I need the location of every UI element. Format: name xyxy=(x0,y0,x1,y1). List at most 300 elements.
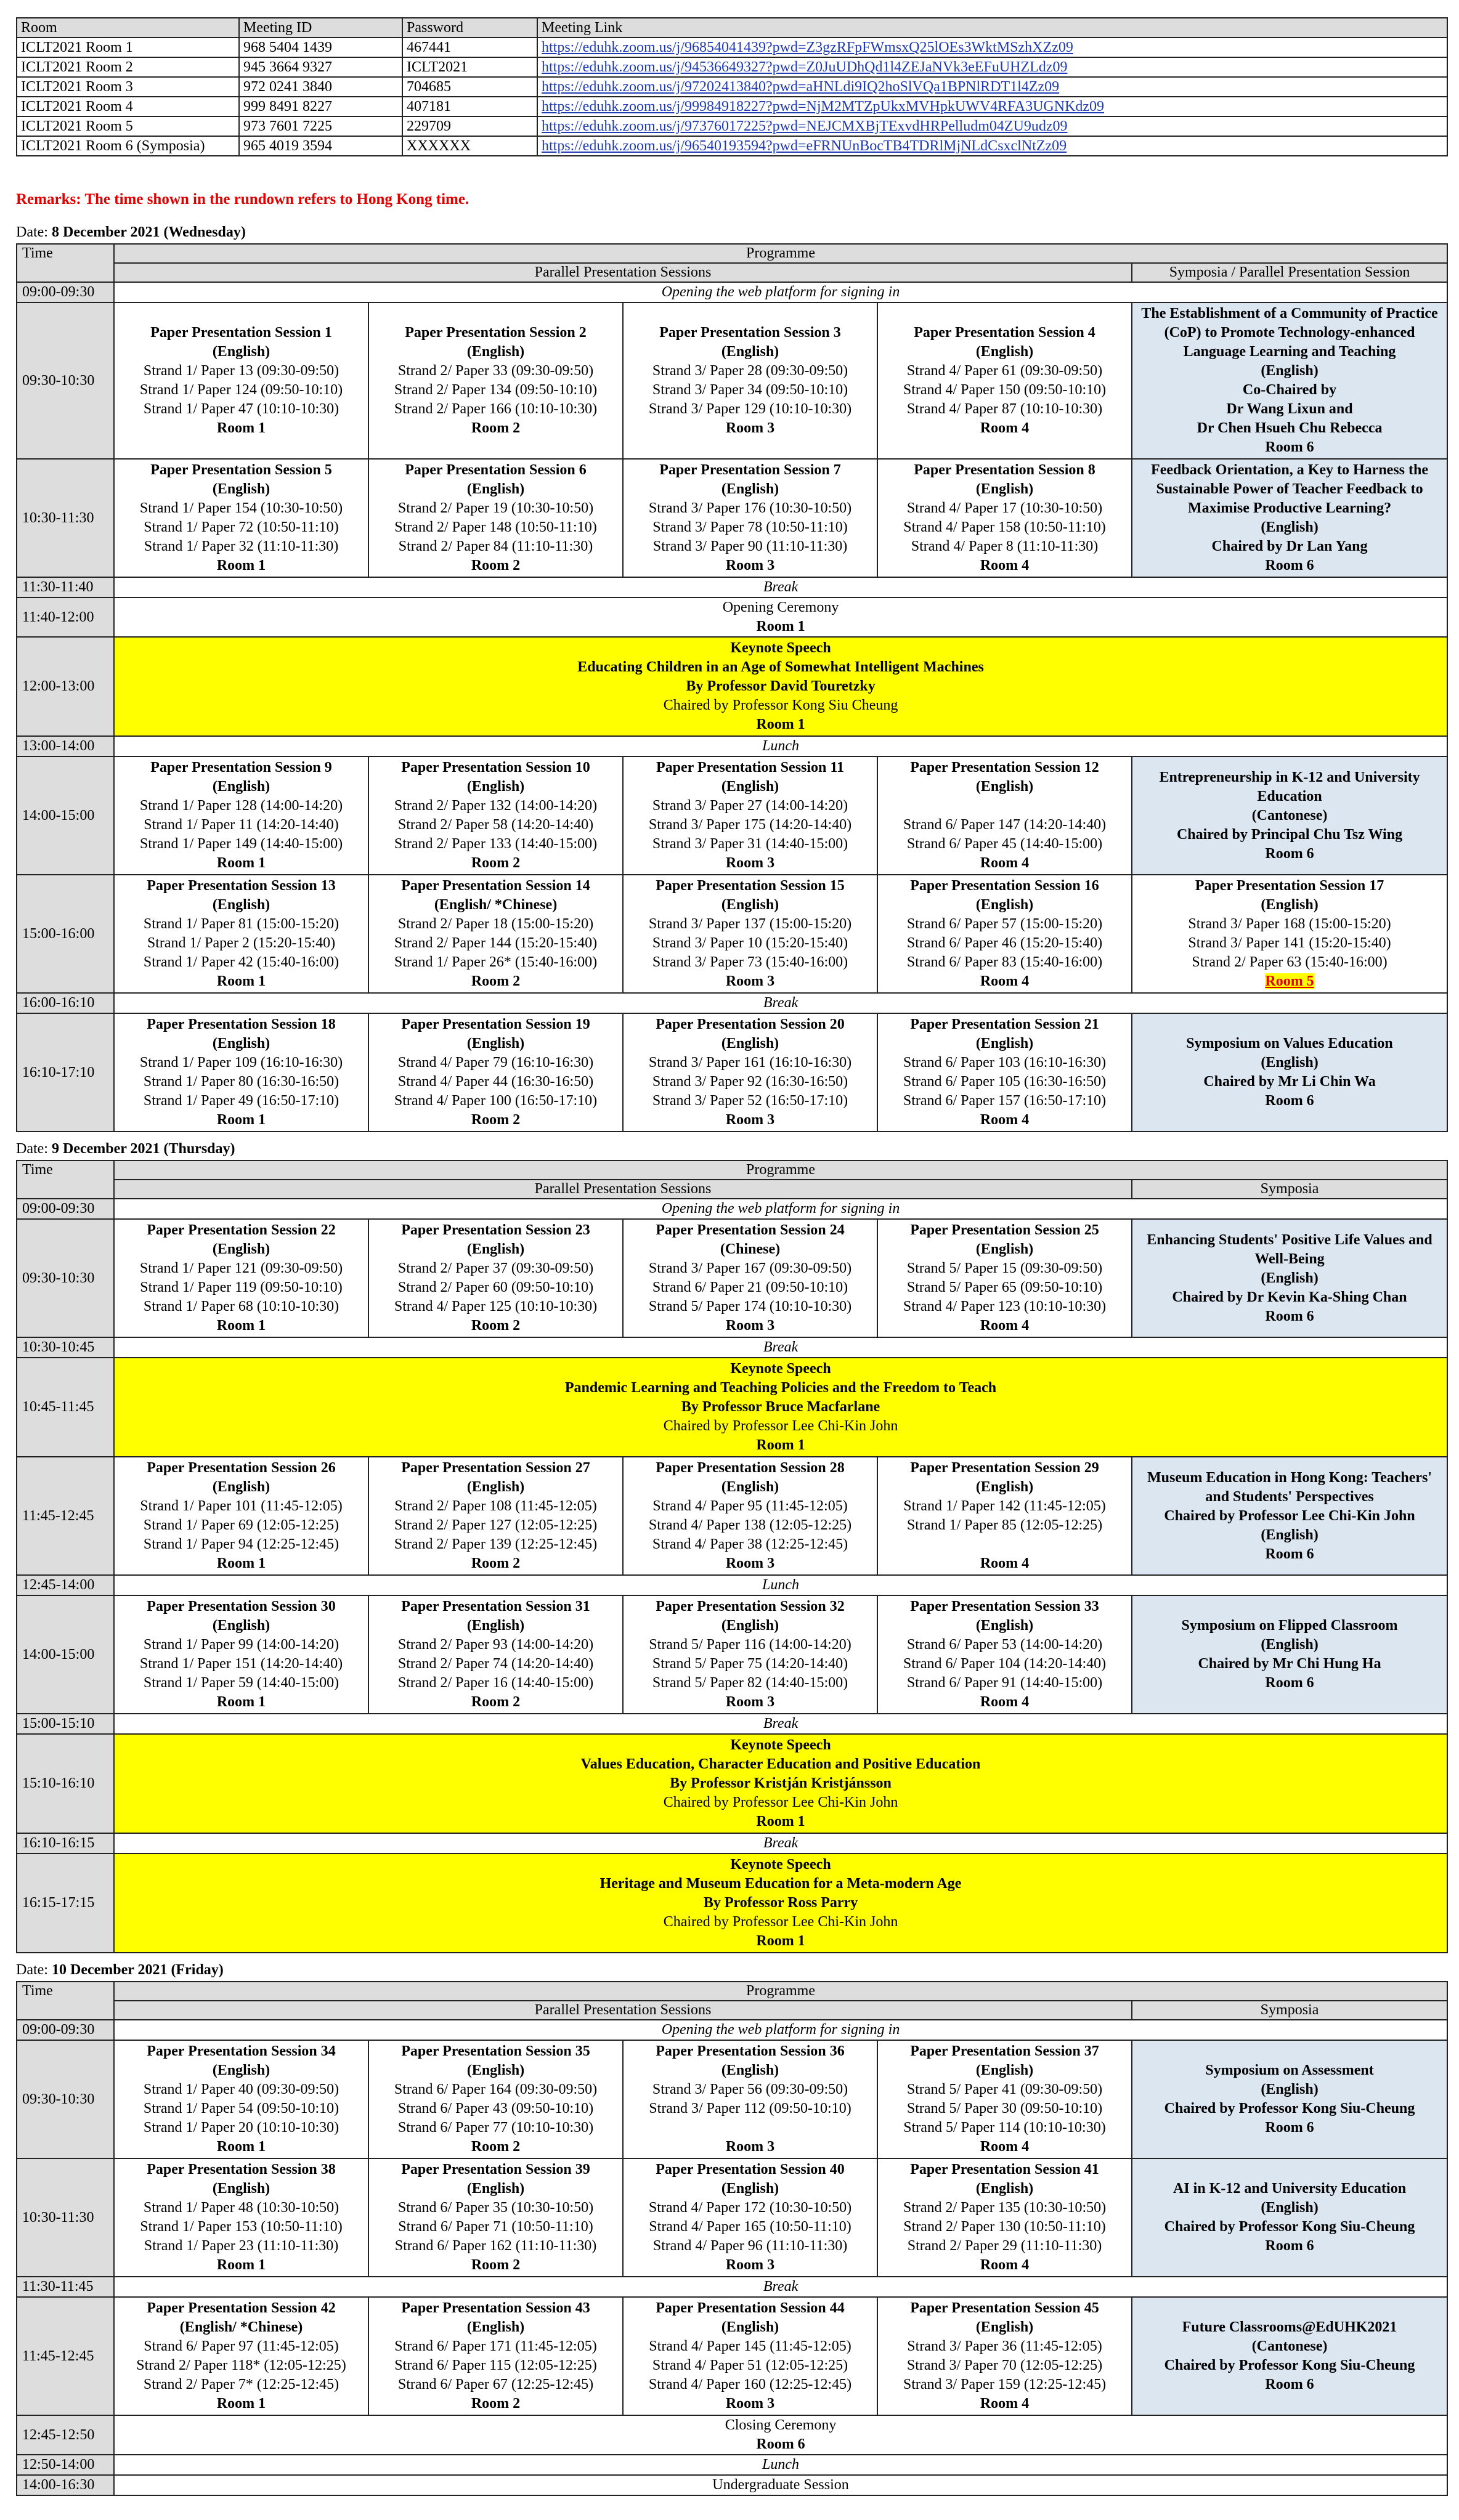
session-room-line xyxy=(626,2256,874,2275)
paper-slot: Strand 3/ Paper 70 (12:05-12:25) xyxy=(906,2357,1103,2373)
schedule-row xyxy=(17,1457,1447,1575)
session-language: (English) xyxy=(466,481,525,497)
symposium-line: Entrepreneurship in K-12 and University Education xyxy=(1159,769,1420,804)
session-language: (English) xyxy=(466,2062,525,2078)
full-width-event xyxy=(114,1833,1447,1854)
session-room-line xyxy=(117,854,365,873)
paper-session-cell xyxy=(114,302,368,459)
paper-slot: Strand 6/ Paper 77 (10:10-10:30) xyxy=(397,2120,594,2136)
time-slot: 16:15-17:15 xyxy=(17,1854,114,1953)
session-room: Room 2 xyxy=(471,1318,521,1334)
paper-session-cell xyxy=(114,459,368,577)
paper-slot: Strand 4/ Paper 100 (16:50-17:10) xyxy=(394,1093,598,1109)
time-slot: 10:30-11:30 xyxy=(17,459,114,577)
session-room: Room 2 xyxy=(471,557,521,573)
schedule-row xyxy=(17,577,1447,598)
session-room: Room 4 xyxy=(980,1694,1030,1710)
paper-slot: Strand 2/ Paper 133 (14:40-15:00) xyxy=(394,836,598,852)
session-title: Paper Presentation Session 38 xyxy=(147,2161,336,2178)
event-title: Closing Ceremony xyxy=(725,2417,837,2433)
session-language: (English/ *Chinese) xyxy=(434,897,558,913)
date-value: 9 December 2021 (Thursday) xyxy=(51,1141,235,1157)
session-language: (English) xyxy=(975,2062,1034,2078)
session-room: Room 3 xyxy=(725,973,775,989)
paper-session-cell xyxy=(623,756,877,875)
paper-slot: Strand 1/ Paper 68 (10:10-10:30) xyxy=(143,1298,339,1315)
paper-slot: Strand 3/ Paper 36 (11:45-12:05) xyxy=(907,2338,1102,2354)
symposium-line: Room 6 xyxy=(1265,845,1314,862)
keynote-room: Room 1 xyxy=(756,1933,805,1949)
meeting-id: 972 0241 3840 xyxy=(239,77,402,97)
paper-slot: Strand 3/ Paper 34 (09:50-10:10) xyxy=(652,382,848,398)
session-room: Room 1 xyxy=(216,1318,266,1334)
schedule-row xyxy=(17,2040,1447,2158)
paper-slot: Strand 5/ Paper 116 (14:00-14:20) xyxy=(649,1637,851,1653)
paper-slot: Strand 6/ Paper 147 (14:20-14:40) xyxy=(903,817,1107,833)
programme-header: Programme xyxy=(114,244,1447,263)
paper-slot: Strand 4/ Paper 44 (16:30-16:50) xyxy=(397,1074,594,1090)
paper-session-cell xyxy=(368,875,623,993)
session-language: (English) xyxy=(212,1035,270,1051)
paper-session-cell xyxy=(877,459,1132,577)
session-room-line xyxy=(880,556,1129,575)
paper-session-cell xyxy=(368,1595,623,1714)
time-slot: 13:00-14:00 xyxy=(17,736,114,756)
session-room-line xyxy=(117,556,365,575)
paper-slot: Strand 4/ Paper 172 (10:30-10:50) xyxy=(648,2200,852,2216)
session-room: Room 3 xyxy=(725,1555,775,1571)
programme-header: Programme xyxy=(114,1982,1447,2001)
paper-slot: Strand 2/ Paper 144 (15:20-15:40) xyxy=(394,935,598,951)
paper-slot: Strand 3/ Paper 175 (14:20-14:40) xyxy=(648,817,852,833)
session-title: Paper Presentation Session 3 xyxy=(659,325,841,341)
paper-slot: Strand 6/ Paper 105 (16:30-16:50) xyxy=(903,1074,1107,1090)
paper-slot: Strand 1/ Paper 13 (09:30-09:50) xyxy=(143,363,339,379)
session-language: (English) xyxy=(212,897,270,913)
paper-session-cell xyxy=(623,302,877,459)
paper-slot: Strand 4/ Paper 95 (11:45-12:05) xyxy=(652,1498,848,1514)
session-room: Room 1 xyxy=(216,1112,266,1128)
paper-slot: Strand 3/ Paper 78 (10:50-11:10) xyxy=(652,519,848,535)
paper-slot: Strand 4/ Paper 145 (11:45-12:05) xyxy=(649,2338,851,2354)
paper-slot: Strand 2/ Paper 130 (10:50-11:10) xyxy=(903,2219,1106,2235)
meeting-id: 965 4019 3594 xyxy=(239,136,402,156)
paper-slot: Strand 4/ Paper 87 (10:10-10:30) xyxy=(906,401,1103,417)
paper-slot: Strand 2/ Paper 84 (11:10-11:30) xyxy=(398,538,593,554)
schedule-row xyxy=(17,2158,1447,2277)
time-slot: 10:30-10:45 xyxy=(17,1337,114,1358)
session-title: Paper Presentation Session 4 xyxy=(914,325,1095,341)
session-room-line xyxy=(880,1111,1129,1130)
paper-slot: Strand 1/ Paper 69 (12:05-12:25) xyxy=(143,1517,339,1533)
session-language: (English/ *Chinese) xyxy=(179,2319,303,2335)
paper-slot: Strand 3/ Paper 141 (15:20-15:40) xyxy=(1188,935,1391,951)
paper-session-cell xyxy=(114,2040,368,2158)
paper-session-cell xyxy=(114,1457,368,1575)
paper-session-cell xyxy=(368,459,623,577)
full-width-event xyxy=(114,993,1447,1013)
parallel-sessions-header: Parallel Presentation Sessions xyxy=(114,263,1132,282)
meeting-link[interactable]: https://eduhk.zoom.us/j/94536649327?pwd=Z0JuUDhQd1l4ZEJaNVk3eEFuUHZLdz09 xyxy=(542,59,1068,75)
event-text: Break xyxy=(763,1835,799,1851)
session-language: (English) xyxy=(466,2181,525,2197)
schedule-row xyxy=(17,1714,1447,1734)
session-language: (English) xyxy=(212,779,270,795)
symposium-line: Chaired by Professor Kong Siu-Cheung xyxy=(1164,2101,1415,2117)
event-text: Break xyxy=(763,1339,799,1355)
schedule-row xyxy=(17,736,1447,756)
session-room-line xyxy=(626,1316,874,1335)
paper-slot: Strand 2/ Paper 63 (15:40-16:00) xyxy=(1192,954,1388,970)
paper-slot: Strand 2/ Paper 18 (15:00-15:20) xyxy=(397,916,594,932)
event-text: Lunch xyxy=(762,1577,800,1593)
session-room-line xyxy=(880,1316,1129,1335)
paper-slot: Strand 1/ Paper 72 (10:50-11:10) xyxy=(144,519,339,535)
time-slot: 14:00-16:30 xyxy=(17,2475,114,2495)
paper-session-cell xyxy=(877,1219,1132,1337)
session-room-line xyxy=(117,1111,365,1130)
session-title: Paper Presentation Session 2 xyxy=(405,325,587,341)
session-room: Room 1 xyxy=(216,420,266,436)
time-slot: 16:10-17:10 xyxy=(17,1013,114,1132)
paper-slot: Strand 3/ Paper 56 (09:30-09:50) xyxy=(652,2081,848,2097)
paper-session-cell xyxy=(877,1457,1132,1575)
symposium-cell xyxy=(1132,2040,1447,2158)
paper-slot: Strand 1/ Paper 2 (15:20-15:40) xyxy=(147,935,336,951)
keynote-speech xyxy=(114,1358,1447,1457)
session-room-line xyxy=(117,2137,365,2157)
keynote-chair: Chaired by Professor Lee Chi-Kin John xyxy=(663,1418,898,1434)
schedule-table xyxy=(16,243,1448,1132)
paper-session-cell xyxy=(368,1457,623,1575)
keynote-speech xyxy=(114,1854,1447,1953)
keynote-title: Educating Children in an Age of Somewhat Intelligent Machines xyxy=(577,659,984,675)
empty-slot xyxy=(626,2118,874,2137)
paper-slot: Strand 1/ Paper 48 (10:30-10:50) xyxy=(143,2200,339,2216)
session-language: (English) xyxy=(721,2062,779,2078)
symposium-line: Room 6 xyxy=(1265,1308,1314,1324)
paper-session-cell xyxy=(877,1595,1132,1714)
paper-session-cell xyxy=(1132,875,1447,993)
paper-session-cell xyxy=(877,756,1132,875)
session-room-line xyxy=(880,2394,1129,2413)
time-slot: 12:45-12:50 xyxy=(17,2415,114,2455)
meeting-link[interactable]: https://eduhk.zoom.us/j/97202413840?pwd=aHNLdi9IQ2hoSlVQa1BPNlRDT1l4Zz09 xyxy=(542,79,1060,95)
date-value: 8 December 2021 (Wednesday) xyxy=(51,224,246,240)
symposium-line: Symposium on Values Education xyxy=(1186,1035,1393,1051)
session-room: Room 2 xyxy=(471,855,521,871)
session-title: Paper Presentation Session 39 xyxy=(401,2161,590,2178)
paper-slot: Strand 4/ Paper 79 (16:10-16:30) xyxy=(397,1055,594,1071)
paper-slot: Strand 1/ Paper 109 (16:10-16:30) xyxy=(139,1055,343,1071)
paper-slot: Strand 3/ Paper 159 (12:25-12:45) xyxy=(903,2376,1107,2392)
schedule-row xyxy=(17,1013,1447,1132)
session-title: Paper Presentation Session 1 xyxy=(150,325,332,341)
session-language: (English) xyxy=(212,1618,270,1634)
schedule-row xyxy=(17,1575,1447,1595)
symposia-header: Symposia xyxy=(1132,1180,1447,1199)
session-room: Room 2 xyxy=(471,2396,521,2412)
full-width-event xyxy=(114,2415,1447,2455)
time-slot: 15:00-16:00 xyxy=(17,875,114,993)
schedule-subheader xyxy=(17,1180,1447,1199)
session-room: Room 1 xyxy=(216,973,266,989)
symposium-cell xyxy=(1132,302,1447,459)
paper-slot: Strand 1/ Paper 23 (11:10-11:30) xyxy=(144,2238,339,2254)
session-room: Room 1 xyxy=(216,2257,266,2273)
session-room-line xyxy=(880,854,1129,873)
event-title: Opening Ceremony xyxy=(722,599,839,615)
meeting-link[interactable]: https://eduhk.zoom.us/j/96854041439?pwd=Z3gzRFpFWmsxQ25lOEs3WktMSzhXZz09 xyxy=(542,39,1073,55)
meeting-link[interactable]: https://eduhk.zoom.us/j/99984918227?pwd=NjM2MTZpUkxMVHpkUWV4RFA3UGNKdz09 xyxy=(542,99,1105,115)
time-slot: 10:45-11:45 xyxy=(17,1358,114,1457)
session-room: Room 4 xyxy=(980,2139,1030,2155)
header-meeting-id: Meeting ID xyxy=(239,18,402,38)
session-language: (English) xyxy=(721,481,779,497)
paper-slot: Strand 6/ Paper 71 (10:50-11:10) xyxy=(398,2219,593,2235)
paper-slot: Strand 4/ Paper 158 (10:50-11:10) xyxy=(903,519,1106,535)
keynote-room: Room 1 xyxy=(756,1813,805,1829)
symposium-line: (English) xyxy=(1261,1270,1319,1286)
session-room-line xyxy=(117,2394,365,2413)
session-room: Room 4 xyxy=(980,2396,1030,2412)
schedule-subheader xyxy=(17,263,1447,282)
session-room-line xyxy=(117,1554,365,1573)
keynote-chair: Chaired by Professor Lee Chi-Kin John xyxy=(663,1794,898,1810)
session-room: Room 3 xyxy=(725,1318,775,1334)
session-title: Paper Presentation Session 30 xyxy=(147,1598,336,1615)
session-room: Room 1 xyxy=(216,855,266,871)
session-room: Room 4 xyxy=(980,1318,1030,1334)
meeting-link[interactable]: https://eduhk.zoom.us/j/97376017225?pwd=NEJCMXBjTExvdHRPelludm04ZU9udz09 xyxy=(542,118,1068,134)
symposium-line: (English) xyxy=(1261,1637,1319,1653)
session-room-line xyxy=(372,556,620,575)
paper-session-cell xyxy=(623,1219,877,1337)
event-text: Lunch xyxy=(762,738,800,754)
keynote-title: Heritage and Museum Education for a Meta-modern Age xyxy=(599,1876,962,1892)
symposium-line: Room 6 xyxy=(1265,1675,1314,1691)
symposium-line: (Cantonese) xyxy=(1251,807,1328,824)
session-room-line xyxy=(626,556,874,575)
paper-slot: Strand 1/ Paper 128 (14:00-14:20) xyxy=(139,798,343,814)
paper-slot: Strand 2/ Paper 37 (09:30-09:50) xyxy=(397,1260,594,1276)
paper-slot: Strand 3/ Paper 161 (16:10-16:30) xyxy=(648,1055,852,1071)
session-title: Paper Presentation Session 42 xyxy=(147,2300,336,2316)
paper-slot: Strand 3/ Paper 10 (15:20-15:40) xyxy=(652,935,848,951)
paper-slot: Strand 1/ Paper 54 (09:50-10:10) xyxy=(143,2101,339,2117)
paper-slot: Strand 5/ Paper 174 (10:10-10:30) xyxy=(648,1298,852,1315)
time-slot: 12:50-14:00 xyxy=(17,2455,114,2475)
session-room: Room 3 xyxy=(725,1694,775,1710)
paper-slot: Strand 2/ Paper 148 (10:50-11:10) xyxy=(394,519,597,535)
paper-slot: Strand 1/ Paper 42 (15:40-16:00) xyxy=(143,954,339,970)
paper-slot: Strand 6/ Paper 53 (14:00-14:20) xyxy=(906,1637,1103,1653)
session-room: Room 4 xyxy=(980,1555,1030,1571)
session-room-line xyxy=(117,1693,365,1712)
session-title: Paper Presentation Session 41 xyxy=(910,2161,1099,2178)
meeting-id: 999 8491 8227 xyxy=(239,97,402,116)
paper-slot: Strand 5/ Paper 41 (09:30-09:50) xyxy=(906,2081,1103,2097)
event-text: Undergraduate Session xyxy=(712,2477,849,2493)
session-room: Room 1 xyxy=(216,1555,266,1571)
session-title: Paper Presentation Session 9 xyxy=(150,760,332,776)
paper-slot: Strand 1/ Paper 101 (11:45-12:05) xyxy=(140,1498,343,1514)
time-slot: 09:00-09:30 xyxy=(17,2020,114,2040)
session-title: Paper Presentation Session 6 xyxy=(405,462,587,478)
session-language: (English) xyxy=(975,344,1034,360)
room-name: ICLT2021 Room 1 xyxy=(17,38,239,57)
paper-slot: Strand 6/ Paper 91 (14:40-15:00) xyxy=(906,1675,1103,1691)
session-language: (Chinese) xyxy=(720,1241,781,1257)
session-room: Room 3 xyxy=(725,2257,775,2273)
symposium-cell xyxy=(1132,1013,1447,1132)
session-language: (English) xyxy=(975,1241,1034,1257)
session-title: Paper Presentation Session 24 xyxy=(656,1222,845,1238)
time-slot: 10:30-11:30 xyxy=(17,2158,114,2277)
event-text: Opening the web platform for signing in xyxy=(661,2022,900,2038)
paper-slot: Strand 3/ Paper 73 (15:40-16:00) xyxy=(652,954,848,970)
schedule-row xyxy=(17,637,1447,736)
paper-slot: Strand 2/ Paper 7* (12:25-12:45) xyxy=(143,2376,339,2392)
session-language: (English) xyxy=(721,2319,779,2335)
paper-session-cell xyxy=(114,2158,368,2277)
session-room-line xyxy=(880,419,1129,438)
session-title: Paper Presentation Session 8 xyxy=(914,462,1095,478)
session-language: (English) xyxy=(212,481,270,497)
paper-slot: Strand 4/ Paper 165 (10:50-11:10) xyxy=(649,2219,851,2235)
paper-slot: Strand 3/ Paper 31 (14:40-15:00) xyxy=(652,836,848,852)
paper-slot: Strand 3/ Paper 112 (09:50-10:10) xyxy=(649,2101,851,2117)
paper-session-cell xyxy=(114,1013,368,1132)
keynote-chair: Chaired by Professor Lee Chi-Kin John xyxy=(663,1914,898,1930)
session-language: (English) xyxy=(721,2181,779,2197)
session-room: Room 3 xyxy=(725,557,775,573)
full-width-event xyxy=(114,282,1447,302)
room-name: ICLT2021 Room 5 xyxy=(17,116,239,136)
paper-slot: Strand 3/ Paper 167 (09:30-09:50) xyxy=(648,1260,852,1276)
session-room-line xyxy=(372,854,620,873)
paper-slot: Strand 4/ Paper 125 (10:10-10:30) xyxy=(394,1298,598,1315)
paper-slot: Strand 2/ Paper 132 (14:00-14:20) xyxy=(394,798,598,814)
session-room: Room 4 xyxy=(980,1112,1030,1128)
session-language: (English) xyxy=(466,1035,525,1051)
schedule-row xyxy=(17,1595,1447,1714)
paper-slot: Strand 6/ Paper 171 (11:45-12:05) xyxy=(394,2338,597,2354)
symposium-line: AI in K-12 and University Education xyxy=(1172,2181,1407,2197)
schedule-table xyxy=(16,1981,1448,2496)
symposium-line: Symposium on Assessment xyxy=(1205,2062,1374,2078)
paper-session-cell xyxy=(877,875,1132,993)
meeting-id: 968 5404 1439 xyxy=(239,38,402,57)
symposium-line: Symposium on Flipped Classroom xyxy=(1181,1618,1398,1634)
date-line xyxy=(16,1962,1458,1979)
header-password: Password xyxy=(402,18,537,38)
paper-slot: Strand 1/ Paper 154 (10:30-10:50) xyxy=(139,500,343,516)
session-title: Paper Presentation Session 29 xyxy=(910,1460,1099,1476)
paper-slot: Strand 2/ Paper 127 (12:05-12:25) xyxy=(394,1517,598,1533)
schedule-subheader xyxy=(17,2001,1447,2020)
symposium-line: (English) xyxy=(1261,1526,1319,1543)
paper-slot: Strand 2/ Paper 29 (11:10-11:30) xyxy=(907,2238,1102,2254)
paper-slot: Strand 5/ Paper 30 (09:50-10:10) xyxy=(906,2101,1103,2117)
symposium-line: Chaired by Dr Kevin Ka-Shing Chan xyxy=(1172,1289,1407,1305)
session-room-line xyxy=(372,2137,620,2157)
session-room-line xyxy=(372,2394,620,2413)
session-room: Room 3 xyxy=(725,1112,775,1128)
paper-slot: Strand 4/ Paper 61 (09:30-09:50) xyxy=(906,363,1103,379)
paper-slot: Strand 6/ Paper 45 (14:40-15:00) xyxy=(906,836,1103,852)
session-room-line xyxy=(117,972,365,991)
schedule-row xyxy=(17,2277,1447,2297)
time-header: Time xyxy=(17,1161,114,1199)
time-slot: 12:45-14:00 xyxy=(17,1575,114,1595)
zoom-meeting-table xyxy=(16,17,1448,156)
time-slot: 09:00-09:30 xyxy=(17,1199,114,1219)
symposium-line: (Cantonese) xyxy=(1251,2338,1328,2354)
session-room: Room 2 xyxy=(471,1555,521,1571)
symposium-line: Dr Wang Lixun and xyxy=(1226,401,1353,417)
meeting-id: 945 3664 9327 xyxy=(239,57,402,77)
session-language: (English) xyxy=(466,1479,525,1495)
paper-slot: Strand 5/ Paper 15 (09:30-09:50) xyxy=(906,1260,1103,1276)
schedule-row xyxy=(17,2020,1447,2040)
session-room-line xyxy=(117,2256,365,2275)
paper-slot: Strand 5/ Paper 75 (14:20-14:40) xyxy=(652,1656,848,1672)
session-language: (English) xyxy=(1261,897,1319,913)
symposium-line: Chaired by Dr Lan Yang xyxy=(1211,538,1368,554)
remark-text: Remarks: The time shown in the rundown refers to Hong Kong time. xyxy=(16,191,469,208)
session-room-line xyxy=(880,972,1129,991)
session-title: Paper Presentation Session 37 xyxy=(910,2043,1099,2059)
time-slot: 15:10-16:10 xyxy=(17,1734,114,1833)
paper-slot: Strand 1/ Paper 121 (09:30-09:50) xyxy=(139,1260,343,1276)
paper-slot: Strand 1/ Paper 59 (14:40-15:00) xyxy=(143,1675,339,1691)
session-language: (English) xyxy=(721,344,779,360)
symposium-line: Chaired by Principal Chu Tsz Wing xyxy=(1176,826,1403,843)
paper-slot: Strand 5/ Paper 82 (14:40-15:00) xyxy=(652,1675,848,1691)
paper-session-cell xyxy=(368,1219,623,1337)
session-language: (English) xyxy=(975,1035,1034,1051)
session-language: (English) xyxy=(466,2319,525,2335)
session-title: Paper Presentation Session 25 xyxy=(910,1222,1099,1238)
paper-slot: Strand 2/ Paper 33 (09:30-09:50) xyxy=(397,363,594,379)
session-room: Room 4 xyxy=(980,2257,1030,2273)
session-room: Room 2 xyxy=(471,2139,521,2155)
meeting-link[interactable]: https://eduhk.zoom.us/j/96540193594?pwd=eFRNUnBocTB4TDRlMjNLdCsxclNtZz09 xyxy=(542,138,1067,154)
schedule-row xyxy=(17,2297,1447,2415)
session-title: Paper Presentation Session 22 xyxy=(147,1222,336,1238)
paper-session-cell xyxy=(114,1595,368,1714)
paper-slot: Strand 2/ Paper 60 (09:50-10:10) xyxy=(397,1279,594,1295)
paper-slot: Strand 3/ Paper 168 (15:00-15:20) xyxy=(1188,916,1391,932)
session-title: Paper Presentation Session 19 xyxy=(401,1016,590,1032)
session-title: Paper Presentation Session 36 xyxy=(656,2043,845,2059)
session-room-line xyxy=(880,2256,1129,2275)
session-room-line xyxy=(880,2137,1129,2157)
password: 704685 xyxy=(402,77,537,97)
full-width-event xyxy=(114,2020,1447,2040)
keynote-speaker: By Professor David Touretzky xyxy=(686,678,876,694)
session-room: Room 2 xyxy=(471,1112,521,1128)
session-room-line xyxy=(626,1693,874,1712)
time-slot: 09:30-10:30 xyxy=(17,1219,114,1337)
paper-slot: Strand 6/ Paper 35 (10:30-10:50) xyxy=(397,2200,594,2216)
session-language: (English) xyxy=(466,1618,525,1634)
paper-session-cell xyxy=(114,1219,368,1337)
schedule-row xyxy=(17,1199,1447,1219)
session-language: (English) xyxy=(466,1241,525,1257)
keynote-speech xyxy=(114,637,1447,736)
